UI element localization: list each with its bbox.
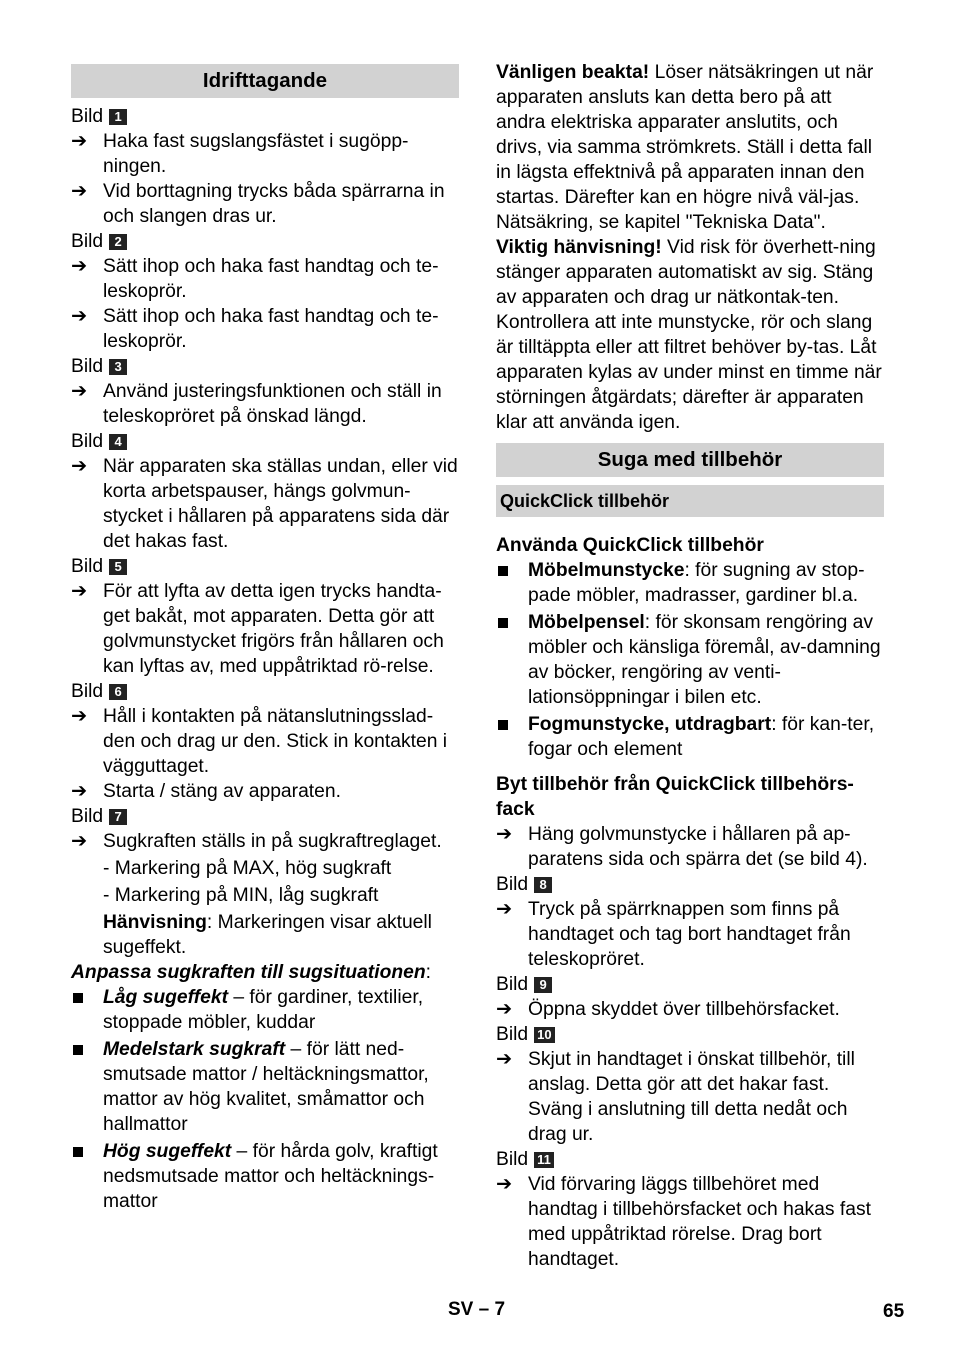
figure-ref-8: Bild 8 [496,872,884,897]
accessory-item: Möbelmunstycke: för sugning av stop-pade möbler, madrasser, gardiner bl.a. [496,558,884,608]
arrow-icon: ➔ [71,381,88,402]
left-column [71,60,459,1214]
figure-number: 11 [534,1152,554,1168]
bullet-square-icon [498,566,508,576]
marking-max: - Markering på MAX, hög sugkraft [103,858,392,879]
arrow-icon: ➔ [496,824,513,845]
important-note: Viktig hänvisning! Vid risk för överhett-ning stänger apparaten automatiskt av sig. Stäng av apparaten och drag ur nätkontak-ten. Kontrollera att inte munstycke, rör och slang är tilltäppta eller att filtret behöver by-tas. Låt apparaten kylas av under minst en timme när störningen åtgärdats; därefter är apparaten klar att använda igen. [496,237,882,433]
section-heading-suga: Suga med tillbehör [496,443,884,477]
instruction-item: ➔ För att lyfta av detta igen trycks handta-get bakåt, mot apparaten. Detta gör att golvmunstycket frigörs från hållaren och kan lyftas av, med uppåtriktad rö-relse. [71,581,444,677]
figure-ref-9: Bild 9 [496,972,884,997]
marking-min: - Markering på MIN, låg sugkraft [103,885,379,906]
section-heading-idrifttagande: Idrifttagande [71,64,459,98]
figure-number: 6 [109,684,127,700]
figure-number: 5 [109,559,127,575]
figure-ref-6: Bild 6 [71,679,459,704]
accessory-item: Möbelpensel: för skonsam rengöring av möbler och känsliga föremål, av-damning av böcker, rengöring av venti-lationsöppningar i bilen etc. [496,610,884,710]
figure-number: 2 [109,234,127,250]
arrow-icon: ➔ [496,1174,513,1195]
arrow-icon: ➔ [71,581,88,602]
figure-number: 8 [534,877,552,893]
arrow-icon: ➔ [71,706,88,727]
figure-ref-7: Bild 7 [71,804,459,829]
instruction-item: ➔ Starta / stäng av apparaten. [71,781,341,802]
arrow-icon: ➔ [496,999,513,1020]
arrow-icon: ➔ [496,1049,513,1070]
note: Hänvisning: Markeringen visar aktuell sugeffekt. [103,912,432,958]
arrow-icon: ➔ [71,181,88,202]
instruction-item: ➔ Sätt ihop och haka fast handtag och te-leskoprör. [71,306,439,352]
page-number: 65 [883,1301,905,1322]
suction-level-item: Låg sugeffekt – för gardiner, textilier, stoppade möbler, kuddar [71,985,459,1035]
figure-ref-1: Bild 1 [71,104,459,129]
bullet-square-icon [73,993,83,1003]
accessory-item: Fogmunstycke, utdragbart: för kan-ter, fogar och element [496,712,884,762]
figure-number: 1 [109,109,127,125]
instruction-item: ➔ Haka fast sugslangsfästet i sugöpp-ningen. [71,131,409,177]
arrow-icon: ➔ [71,306,88,327]
bullet-square-icon [73,1147,83,1157]
arrow-icon: ➔ [71,456,88,477]
subheading-quickclick: QuickClick tillbehör [496,485,884,517]
swap-heading: Byt tillbehör från QuickClick tillbehörs-fack [496,774,854,820]
instruction-item: ➔ Sätt ihop och haka fast handtag och te-leskoprör. [71,256,439,302]
suction-level-item: Medelstark sugkraft – för lätt ned-smutsade mattor / heltäckningsmattor, mattor av hög kvalitet, småmattor och hallmattor [71,1037,459,1137]
suction-level-item: Hög sugeffekt – för hårda golv, kraftigt nedsmutsade mattor och heltäcknings-mattor [71,1139,459,1214]
bullet-square-icon [73,1045,83,1055]
figure-ref-10: Bild 10 [496,1022,884,1047]
instruction-item: ➔ Vid förvaring läggs tillbehöret med handtag i tillbehörsfacket och hakas fast med uppåtriktad rörelse. Drag bort handtaget. [496,1174,871,1270]
figure-ref-4: Bild 4 [71,429,459,454]
instruction-item: ➔ När apparaten ska ställas undan, eller vid korta arbetspauser, hängs golvmun-stycket i hållaren på apparatens sida där det hakas fast. [71,456,458,552]
instruction-item: ➔ Sugkraften ställs in på sugkraftreglaget. [71,831,442,852]
instruction-item: ➔ Häng golvmunstycke i hållaren på ap-paratens sida och spärra det (se bild 4). [496,824,868,870]
figure-ref-5: Bild 5 [71,554,459,579]
figure-number: 7 [109,809,127,825]
figure-ref-3: Bild 3 [71,354,459,379]
adapt-heading: Anpassa sugkraften till sugsituationen: [71,962,431,983]
arrow-icon: ➔ [71,131,88,152]
figure-number: 9 [534,977,552,993]
figure-number: 10 [534,1027,554,1043]
instruction-item: ➔ Skjut in handtaget i önskat tillbehör, till anslag. Detta gör att det hakar fast. Sväng i anslutning till detta nedåt och drag ur. [496,1049,855,1145]
instruction-item: ➔ Vid borttagning trycks båda spärrarna in och slangen dras ur. [71,181,445,227]
bullet-square-icon [498,720,508,730]
arrow-icon: ➔ [496,899,513,920]
instruction-item: ➔ Tryck på spärrknappen som finns på handtaget och tag bort handtaget från teleskopröret. [496,899,851,970]
instruction-item: ➔ Använd justeringsfunktionen och ställ in teleskopröret på önskad längd. [71,381,442,427]
instruction-item: ➔ Håll i kontakten på nätanslutningsslad-den och drag ur den. Stick in kontakten i vägguttaget. [71,706,448,777]
attention-note: Vänligen beakta! Löser nätsäkringen ut när apparaten ansluts kan detta bero på att andra elektriska apparater anslutits, och drivs, via samma strömkrets. Ställ i detta fall in lägsta effektnivå på apparaten innan den startas. Därefter kan en högre nivå väl-jas. Nätsäkring, se kapitel "Tekniska Data". [496,62,874,233]
bullet-square-icon [498,618,508,628]
right-column [496,60,884,1272]
arrow-icon: ➔ [71,831,88,852]
figure-number: 4 [109,434,127,450]
use-quickclick-heading: Använda QuickClick tillbehör [496,535,764,556]
instruction-item: ➔ Öppna skyddet över tillbehörsfacket. [496,999,840,1020]
figure-number: 3 [109,359,127,375]
footer-section-label: SV – 7 [448,1299,506,1320]
figure-ref-11: Bild 11 [496,1147,884,1172]
figure-ref-2: Bild 2 [71,229,459,254]
arrow-icon: ➔ [71,256,88,277]
arrow-icon: ➔ [71,781,88,802]
